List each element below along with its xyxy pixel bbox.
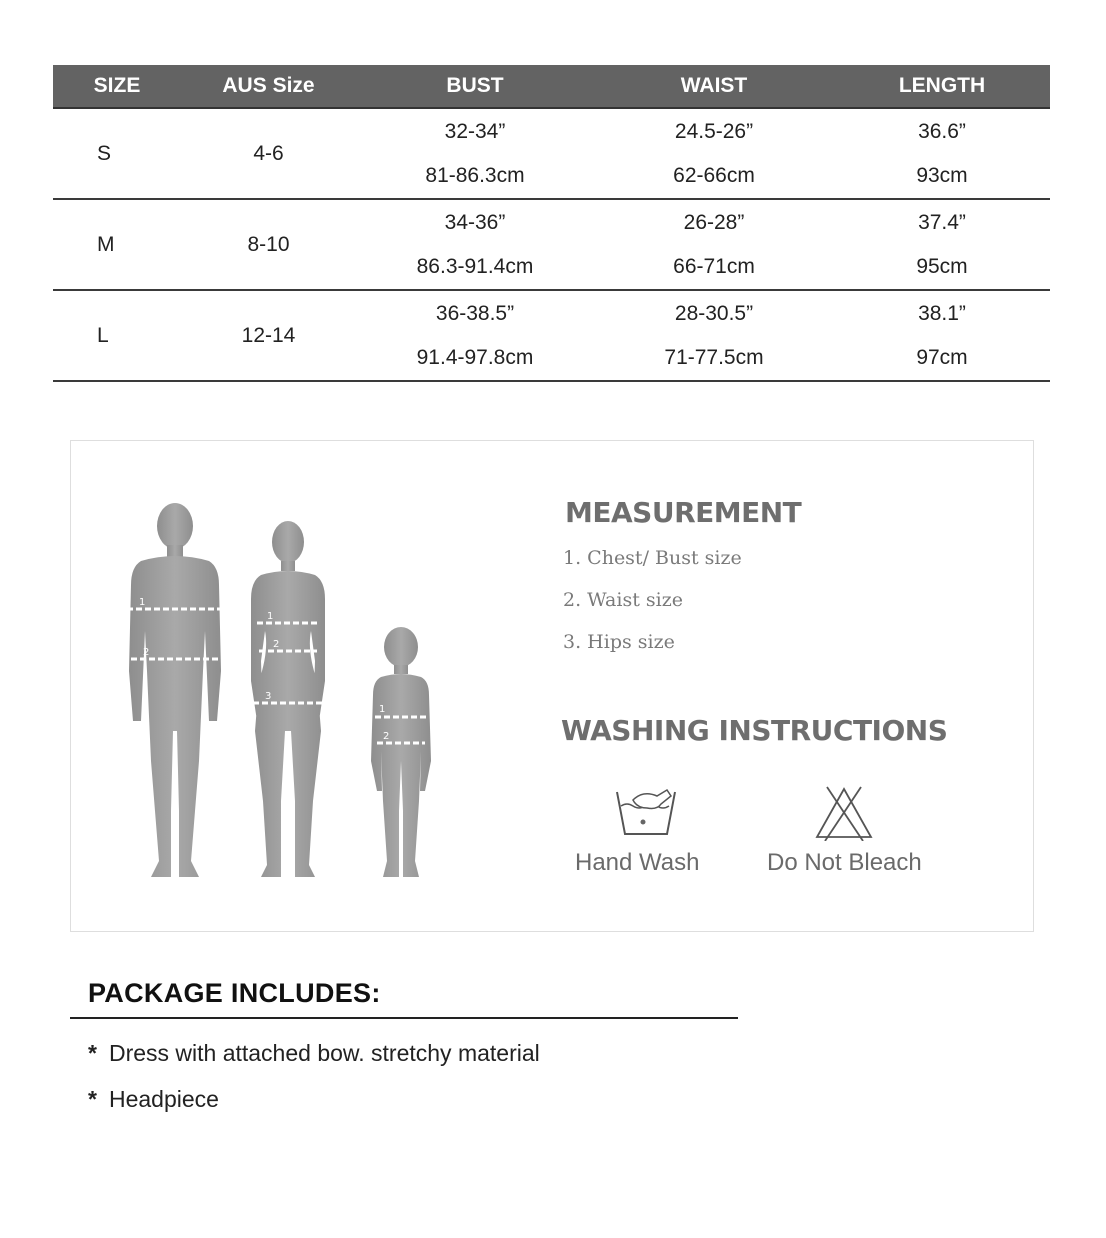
table-row [53,290,1050,336]
length-inches-cell: 37.4” [918,210,966,234]
header-waist: WAIST [594,65,834,108]
waist-inches-cell: 24.5-26” [674,119,754,143]
table-row [53,199,1050,245]
measurement-card [70,440,1034,932]
table-row [53,108,1050,154]
mark-1-woman: 1 [267,611,274,622]
waist-cm-cell: 66-71cm [594,245,834,290]
length-cm-cell: 97cm [834,336,1050,381]
size-cell: L [53,290,181,381]
bust-cm-cell: 86.3-91.4cm [356,245,594,290]
bust-inches-cell: 36-38.5” [435,301,515,325]
mark-1-child: 1 [379,704,386,715]
woman-silhouette [251,521,325,877]
hand-wash-label: Hand Wash [575,849,700,876]
no-bleach-label: Do Not Bleach [767,849,922,876]
mark-2-child: 2 [383,731,390,742]
bust-inches-cell: 34-36” [444,210,506,234]
package-includes-title: PACKAGE INCLUDES: [88,978,381,1008]
bust-cm-cell: 81-86.3cm [356,154,594,199]
length-cm-cell: 93cm [834,154,1050,199]
mark-1-man: 1 [139,597,146,608]
package-item [88,1086,219,1113]
bust-inches-cell: 32-34” [444,119,506,143]
man-silhouette [129,503,221,877]
package-item-text: Dress with attached bow. stretchy material [108,1040,540,1066]
size-cell: S [53,108,181,199]
waist-inches-cell: 26-28” [683,210,745,234]
mark-2-man: 2 [143,647,150,658]
length-cm-cell: 95cm [834,245,1050,290]
child-silhouette [371,627,431,877]
size-chart-table [53,65,1050,382]
table-header-row [53,65,1050,108]
size-cell: M [53,199,181,290]
header-aus-size: AUS Size [181,65,356,108]
header-size: SIZE [53,65,181,108]
measurement-item-hips: 3. Hips size [563,631,675,653]
bullet-marker: * [88,1040,97,1066]
aus-size-cell: 8-10 [181,199,356,290]
package-item-text: Headpiece [108,1086,219,1112]
length-inches-cell: 38.1” [918,301,966,325]
package-item [88,1040,540,1067]
hand-wash-icon [613,786,679,838]
package-divider [70,1017,738,1019]
bullet-marker: * [88,1086,97,1112]
waist-cm-cell: 62-66cm [594,154,834,199]
no-bleach-icon [813,785,875,841]
aus-size-cell: 12-14 [181,290,356,381]
aus-size-cell: 4-6 [181,108,356,199]
measurement-item-bust: 1. Chest/ Bust size [563,547,742,569]
waist-inches-cell: 28-30.5” [674,301,754,325]
mark-2-woman: 2 [273,639,280,650]
bust-cm-cell: 91.4-97.8cm [356,336,594,381]
body-silhouettes-illustration [89,481,464,901]
mark-3-woman: 3 [265,691,272,702]
header-length: LENGTH [834,65,1050,108]
length-inches-cell: 36.6” [918,119,966,143]
measurement-title: MEASUREMENT [565,496,802,529]
measurement-item-waist: 2. Waist size [563,589,683,611]
header-bust: BUST [356,65,594,108]
waist-cm-cell: 71-77.5cm [594,336,834,381]
washing-instructions-title: WASHING INSTRUCTIONS [561,714,948,747]
